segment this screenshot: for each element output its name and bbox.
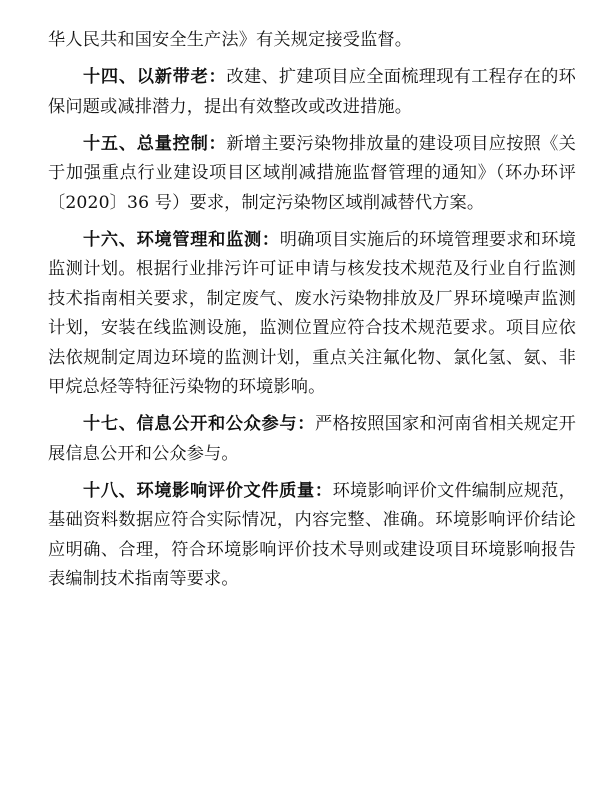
paragraph-section-15 bbox=[48, 130, 576, 219]
paragraph-body: 严格按照国家和河南省相关规定开展信息公开和公众参与。 bbox=[48, 414, 576, 464]
paragraph-body: 华人民共和国安全生产法》有关规定接受监督。 bbox=[48, 30, 413, 50]
paragraph-body: 改建、扩建项目应全面梳理现有工程存在的环保问题或减排潜力，提出有效整改或改进措施。 bbox=[48, 67, 576, 117]
paragraph-section-14 bbox=[48, 63, 576, 122]
paragraph-section-16 bbox=[48, 226, 576, 403]
section-heading: 十七、信息公开和公众参与： bbox=[83, 414, 316, 434]
paragraph-body: 明确项目实施后的环境管理要求和环境监测计划。根据行业排污许可证申请与核发技术规范及行业自行监测技术指南相关要求，制定废气、废水污染物排放及厂界环境噪声监测计划，安装在线监测设施，监测位置应符合技术规范要求。项目应依法依规制定周边环境的监测计划，重点关注氟化物、氯化氢、氨、非甲烷总烃等特征污染物的环境影响。 bbox=[48, 229, 576, 397]
paragraph-section-18 bbox=[48, 477, 576, 595]
document-page bbox=[48, 26, 576, 595]
section-heading: 十四、以新带老： bbox=[83, 67, 227, 87]
paragraph-section-17 bbox=[48, 410, 576, 469]
section-heading: 十五、总量控制： bbox=[83, 133, 227, 154]
paragraph-body: 新增主要污染物排放量的建设项目应按照《关于加强重点行业建设项目区域削减措施监督管理的通知》（环办环评〔2020〕36 号）要求，制定污染物区域削减替代方案。 bbox=[48, 133, 576, 213]
section-heading: 十六、环境管理和监测： bbox=[83, 229, 280, 250]
section-heading: 十八、环境影响评价文件质量： bbox=[83, 480, 333, 501]
paragraph-body: 环境影响评价文件编制应规范，基础资料数据应符合实际情况，内容完整、准确。环境影响评价结论应明确、合理，符合环境影响评价技术导则或建设项目环境影响报告表编制技术指南等要求。 bbox=[48, 480, 576, 589]
paragraph-continuation bbox=[48, 26, 576, 56]
